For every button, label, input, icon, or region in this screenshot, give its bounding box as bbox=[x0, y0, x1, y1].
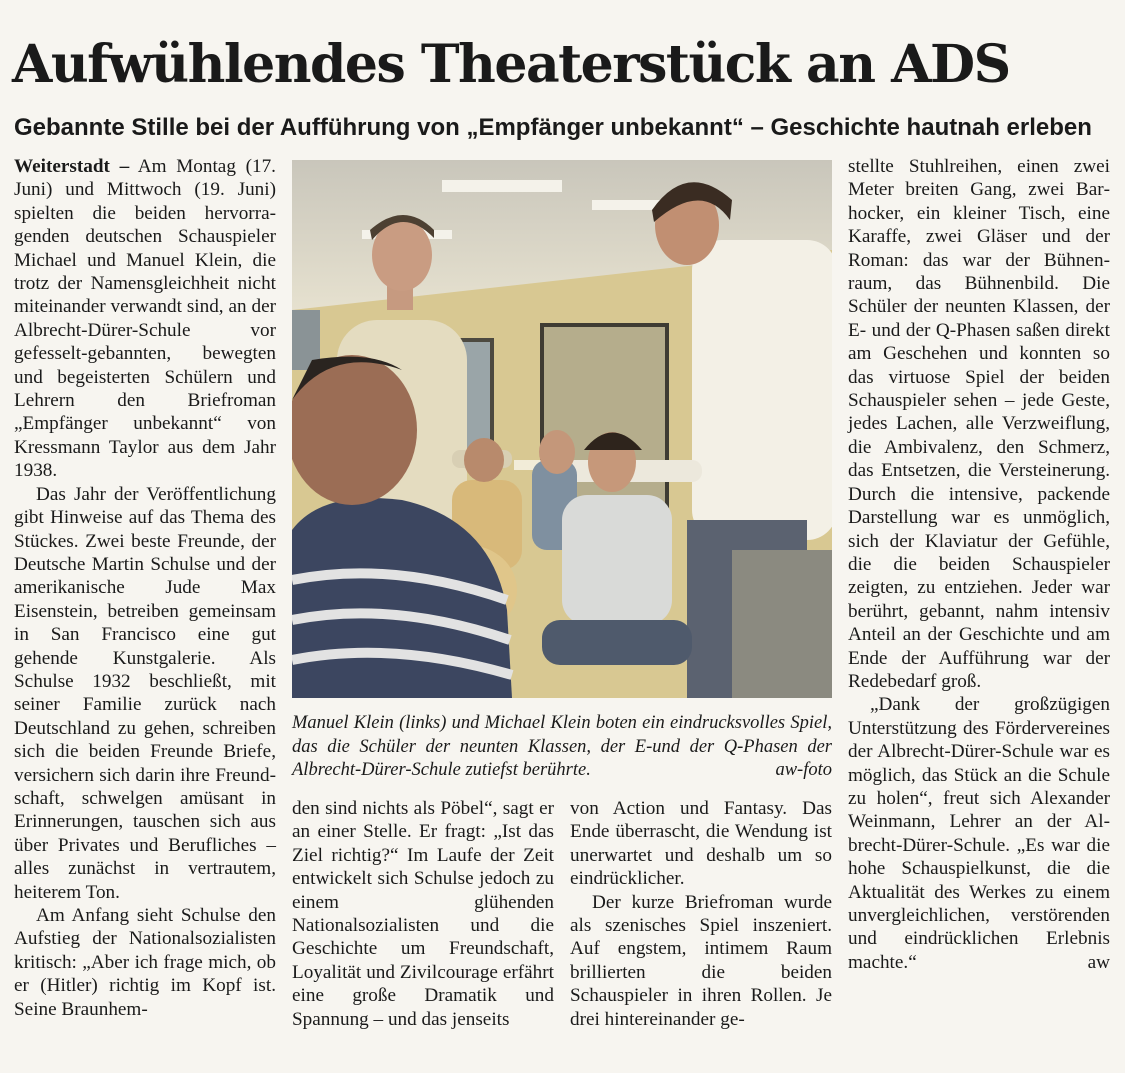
article-paragraph: Das Jahr der Veröffentlichung gibt Hinweise auf das Thema des Stückes. Zwei beste Freunde, der Deutsche Martin Schulse und der amerikanische Jude Max Eisenstein, betreiben gemeinsam in San Francisco eine gut gehende Kunstgalerie. Als Schulse 1932 beschließt, mit seiner Familie zurück nach Deutschland zu gehen, schreiben sich die beiden Freunde Briefe, versichern sich darin ihre Freundschaft, schwelgen amüsant in Erinnerungen, tauschen sich aus über Privates und Berufliches – alles zunächst in vertrautem, heiterem Ton. bbox=[14, 483, 276, 903]
article-photo bbox=[292, 160, 832, 698]
article-paragraph bbox=[848, 693, 1110, 974]
article-column-3 bbox=[570, 797, 832, 1031]
article-paragraph bbox=[14, 155, 276, 483]
author-signature: aw bbox=[1087, 951, 1110, 973]
student-jeans bbox=[542, 620, 692, 665]
article-column-1 bbox=[14, 155, 276, 1021]
actor-right-shirt bbox=[692, 240, 832, 540]
student-face bbox=[539, 430, 575, 474]
student-tshirt bbox=[562, 495, 672, 625]
theater-scene-photo bbox=[292, 160, 832, 698]
student-face bbox=[464, 438, 504, 482]
chair-right bbox=[732, 550, 832, 698]
article-column-2 bbox=[292, 797, 554, 1031]
ceiling-light bbox=[442, 180, 562, 192]
article-paragraph: von Action und Fantasy. Das Ende überrascht, die Wendung ist unerwartet und deshalb um so eindrücklicher. bbox=[570, 798, 832, 890]
article-paragraph: den sind nichts als Pöbel“, sagt er an einer Stelle. Er fragt: „Ist das Ziel richtig?“ Im Laufe der Zeit entwickelt sich Schulse jedoch zu einem glühenden Nationalsozialisten und die Geschichte um Freundschaft, Loyalität und Zivilcourage erfährt eine große Dramatik und Spannung – und das jenseits bbox=[292, 798, 554, 1030]
photo-caption bbox=[292, 712, 832, 783]
article-paragraph: Der kurze Briefroman wurde als szenisches Spiel inszeniert. Auf engstem, intimem Raum brillierten die beiden Schauspieler in ihren Rollen. Je drei hintereinander ge- bbox=[570, 891, 832, 1030]
article-paragraph: Am Anfang sieht Schulse den Aufstieg der Nationalsozialisten kritisch: „Aber ich frage mich, ob er (Hitler) richtig im Kopf ist. Seine Braunhem- bbox=[14, 905, 276, 1020]
article-headline: Aufwühlendes Theaterstück an ADS bbox=[12, 34, 1010, 95]
article-paragraph: stellte Stuhlreihen, einen zwei Meter breiten Gang, zwei Barhocker, ein kleiner Tisch, eine Karaffe, zwei Gläser und der Roman: das war der Bühnenraum, das Bühnenbild. Die Schüler der neunten Klassen, der E- und der Q-Phasen saßen direkt am Geschehen und konnten so das virtuose Spiel der beiden Schauspieler sehen – jede Geste, jedes Lachen, alle Verzweiflung, die Ambivalenz, den Schmerz, das Entsetzen, die Versteinerung. Durch die intensive, packende Darstellung war es unmöglich, sich der Klaviatur der Gefühle, die die beiden Schauspieler zeigten, zu entziehen. Jeder war berührt, gebannt, nahm intensiv Anteil an der Geschichte und am Ende der Aufführung war der Redebedarf groß. bbox=[848, 156, 1110, 692]
caption-text: Manuel Klein (links) und Michael Klein boten ein eindrucksvolles Spiel, das die Schüler der neunten Klassen, der E-und der Q-Phasen der Albrecht-Dürer-Schule zutiefst berührte. bbox=[292, 713, 832, 780]
article-column-4 bbox=[848, 155, 1110, 974]
article-subheadline: Gebannte Stille bei der Aufführung von „Empfänger unbekannt“ – Geschichte hautnah erleben bbox=[14, 114, 1092, 141]
paragraph-text: Am Montag (17. Juni) und Mittwoch (19. Juni) spielten die beiden hervorragenden deutschen Schauspieler Michael und Manuel Klein, die trotz der Namensgleichheit nicht miteinander verwandt sind, an der Albrecht-Dürer-Schule vor gefesselt-gebannten, bewegten und begeisterten Schülern und Lehrern den Briefroman „Empfänger unbekannt“ von Kressmann Taylor aus dem Jahr 1938. bbox=[14, 156, 276, 482]
paragraph-text: „Dank der großzügigen Unterstützung des Fördervereines der Albrecht-Dürer-Schule war es möglich, das Stück an die Schule zu holen“, freut sich Alexander Weinmann, Lehrer an der Albrecht-Dürer-Schule. „Es war die hohe Schauspielkunst, die die Aktualität des Werkes zu einem unvergleichlichen, verstörenden und eindrücklichen Erlebnis machte.“ bbox=[848, 694, 1110, 973]
photo-credit: aw-foto bbox=[775, 760, 832, 780]
dateline: Weiterstadt – bbox=[14, 156, 130, 177]
